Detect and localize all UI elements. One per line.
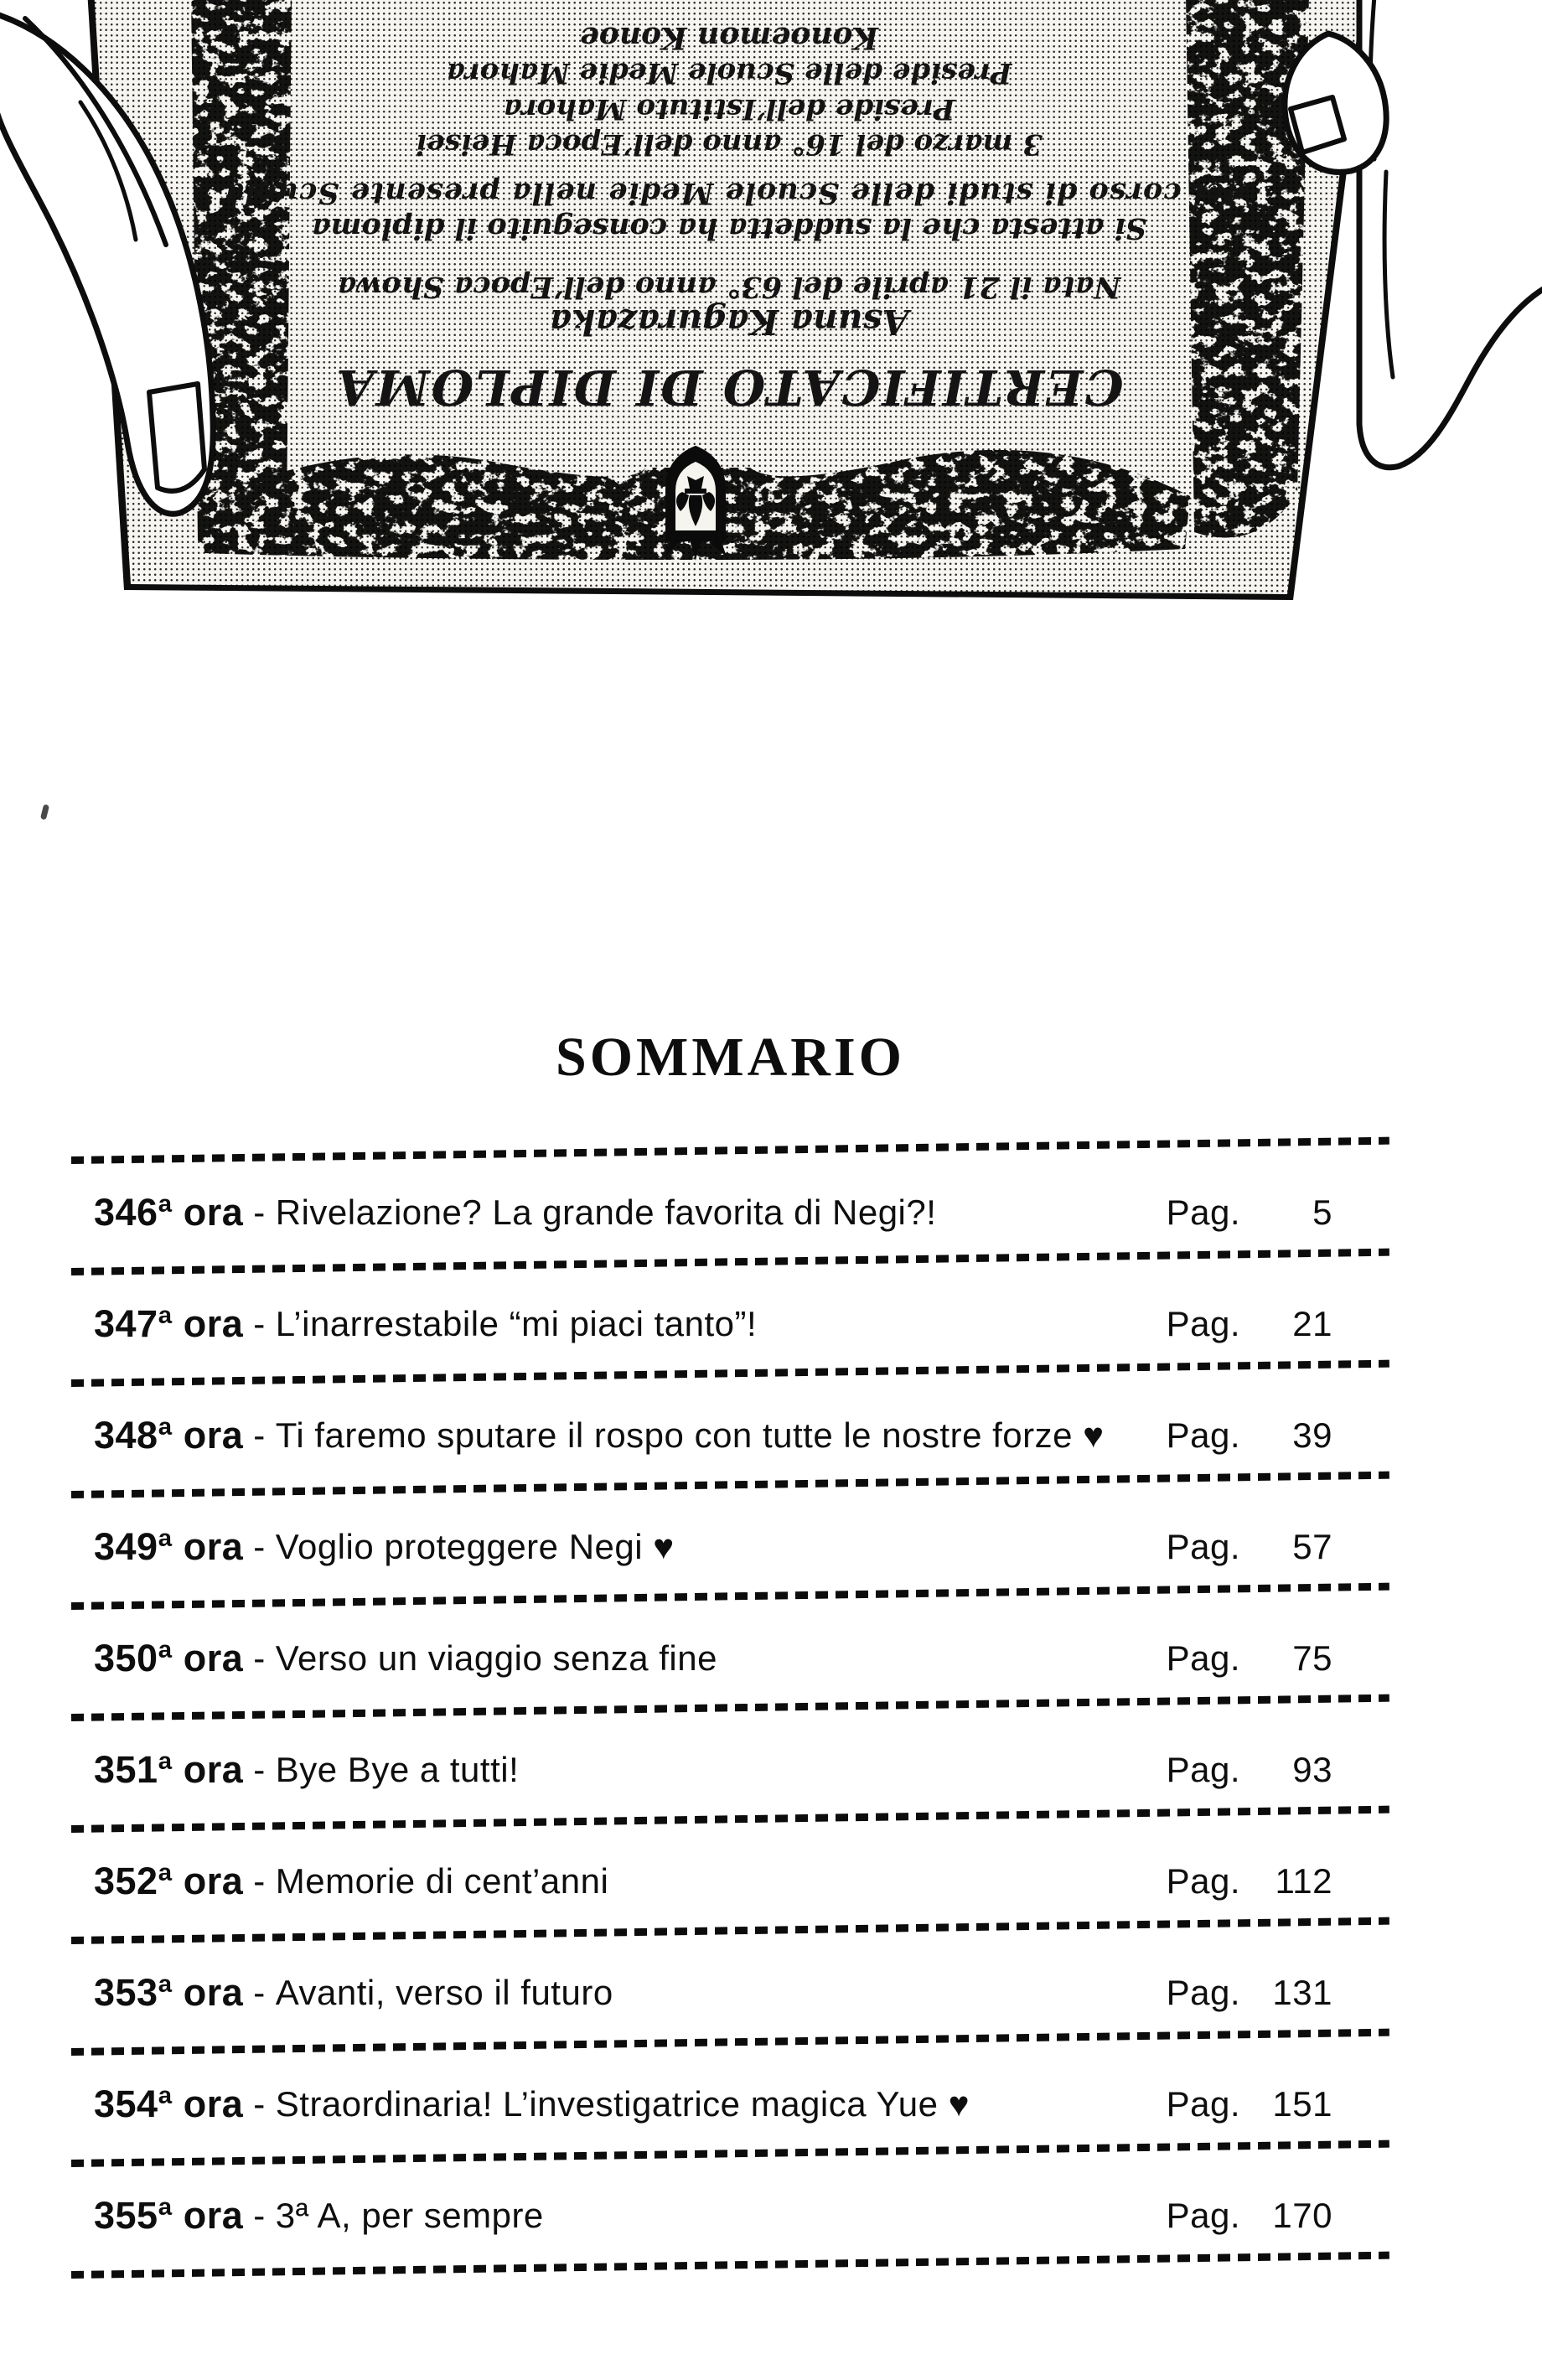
toc-entry-dash: - — [253, 1638, 266, 1678]
stray-ink-mark — [40, 804, 49, 820]
toc-entry-page-number: 5 — [1312, 1192, 1332, 1232]
toc-entry-page-label: Pag. — [1166, 1749, 1240, 1789]
toc-entry-page-number: 39 — [1292, 1415, 1332, 1455]
toc-entry-page-label: Pag. — [1166, 2195, 1240, 2235]
toc-entry-title: Verso un viaggio senza fine — [275, 1638, 717, 1678]
toc-entry-dash: - — [253, 1972, 266, 2012]
toc-entry-page-label: Pag. — [1166, 1303, 1240, 1343]
certificate-signer-name: Konoemon Konoe — [580, 20, 879, 55]
toc-entry-chapter: 349ª ora — [94, 1524, 244, 1568]
certificate-paper-art — [0, 0, 1542, 654]
toc-entry-title: Avanti, verso il futuro — [275, 1972, 613, 2012]
toc-entry-title: Bye Bye a tutti! — [275, 1749, 520, 1789]
toc-entry-page-number: 112 — [1275, 1860, 1332, 1901]
certificate-attestation-2: del corso di studi delle Scuole Medie nella presente Scuola. — [213, 176, 1245, 210]
toc-entry-dash: - — [253, 1303, 266, 1343]
toc-entry-chapter: 350ª ora — [94, 1636, 244, 1679]
toc-entry-page-label: Pag. — [1166, 1526, 1240, 1566]
toc-entry-page-label: Pag. — [1166, 2083, 1240, 2124]
toc-entry-dash: - — [253, 2195, 266, 2235]
toc-entry-page-number: 57 — [1292, 1526, 1332, 1566]
toc-entry-page-label: Pag. — [1166, 1972, 1240, 2012]
toc-entry-chapter: 354ª ora — [94, 2082, 244, 2125]
toc-entry-dash: - — [253, 2083, 266, 2124]
toc-list — [0, 1156, 1542, 2271]
toc-entry-dash: - — [253, 1192, 266, 1232]
certificate-title: CERTIFICATO DI DIPLOMA — [334, 359, 1124, 416]
certificate-signer-title2: Preside delle Scuole Medie Mahora — [446, 56, 1012, 90]
toc-entry-dash: - — [253, 1749, 266, 1789]
toc-entry-title: Straordinaria! L’investigatrice magica Yue ♥ — [275, 2083, 970, 2124]
toc-entry-title: L’inarrestabile “mi piaci tanto”! — [275, 1303, 758, 1343]
certificate-attestation-1: Si attesta che la suddetta ha conseguito il diploma — [311, 211, 1147, 246]
toc-entry-page-number: 170 — [1272, 2195, 1332, 2235]
toc-entry-dash: - — [253, 1415, 266, 1455]
toc-entry-chapter: 355ª ora — [94, 2193, 244, 2237]
toc-entry-page-number: 93 — [1292, 1749, 1332, 1789]
toc-entry-page-label: Pag. — [1166, 1860, 1240, 1901]
certificate-date-line: 3 marzo del 16° anno dell’Epoca Heisei — [416, 127, 1043, 161]
toc-entry-chapter: 353ª ora — [94, 1970, 244, 2014]
toc-entry-chapter: 348ª ora — [94, 1413, 244, 1456]
toc-entry-page-number: 131 — [1272, 1972, 1332, 2012]
toc-entry-title: Memorie di cent’anni — [275, 1860, 609, 1901]
toc-entry-title: Rivelazione? La grande favorita di Negi?! — [275, 1192, 937, 1232]
toc-entry-title: Ti faremo sputare il rospo con tutte le nostre forze ♥ — [275, 1415, 1105, 1455]
toc-entry-dash: - — [253, 1860, 266, 1901]
toc-entry-page-number: 75 — [1292, 1638, 1332, 1678]
toc-entry-dash: - — [253, 1526, 266, 1566]
toc-entry-page-label: Pag. — [1166, 1192, 1240, 1232]
toc-heading: SOMMARIO — [556, 1027, 905, 1088]
toc-entry-title: 3ª A, per sempre — [275, 2195, 544, 2235]
toc-entry-page-label: Pag. — [1166, 1415, 1240, 1455]
certificate-signer-title1: Preside dell’Istituto Mahora — [503, 92, 955, 126]
diploma-certificate-panel — [0, 0, 1542, 654]
toc-entry-page-number: 151 — [1272, 2083, 1332, 2124]
toc-entry-title: Voglio proteggere Negi ♥ — [275, 1526, 675, 1566]
toc-entry-chapter: 351ª ora — [94, 1747, 244, 1791]
certificate-birth-line: Nata il 21 aprile del 63° anno dell’Epoca Showa — [337, 270, 1121, 304]
toc-entry-page-label: Pag. — [1166, 1638, 1240, 1678]
toc-entry-chapter: 347ª ora — [94, 1301, 244, 1345]
toc-entry-chapter: 346ª ora — [94, 1190, 244, 1234]
toc-entry-page-number: 21 — [1292, 1303, 1332, 1343]
toc-entry-chapter: 352ª ora — [94, 1859, 244, 1902]
certificate-recipient: Asuna Kagurazaka — [549, 302, 909, 342]
school-crest-emblem — [665, 448, 727, 561]
